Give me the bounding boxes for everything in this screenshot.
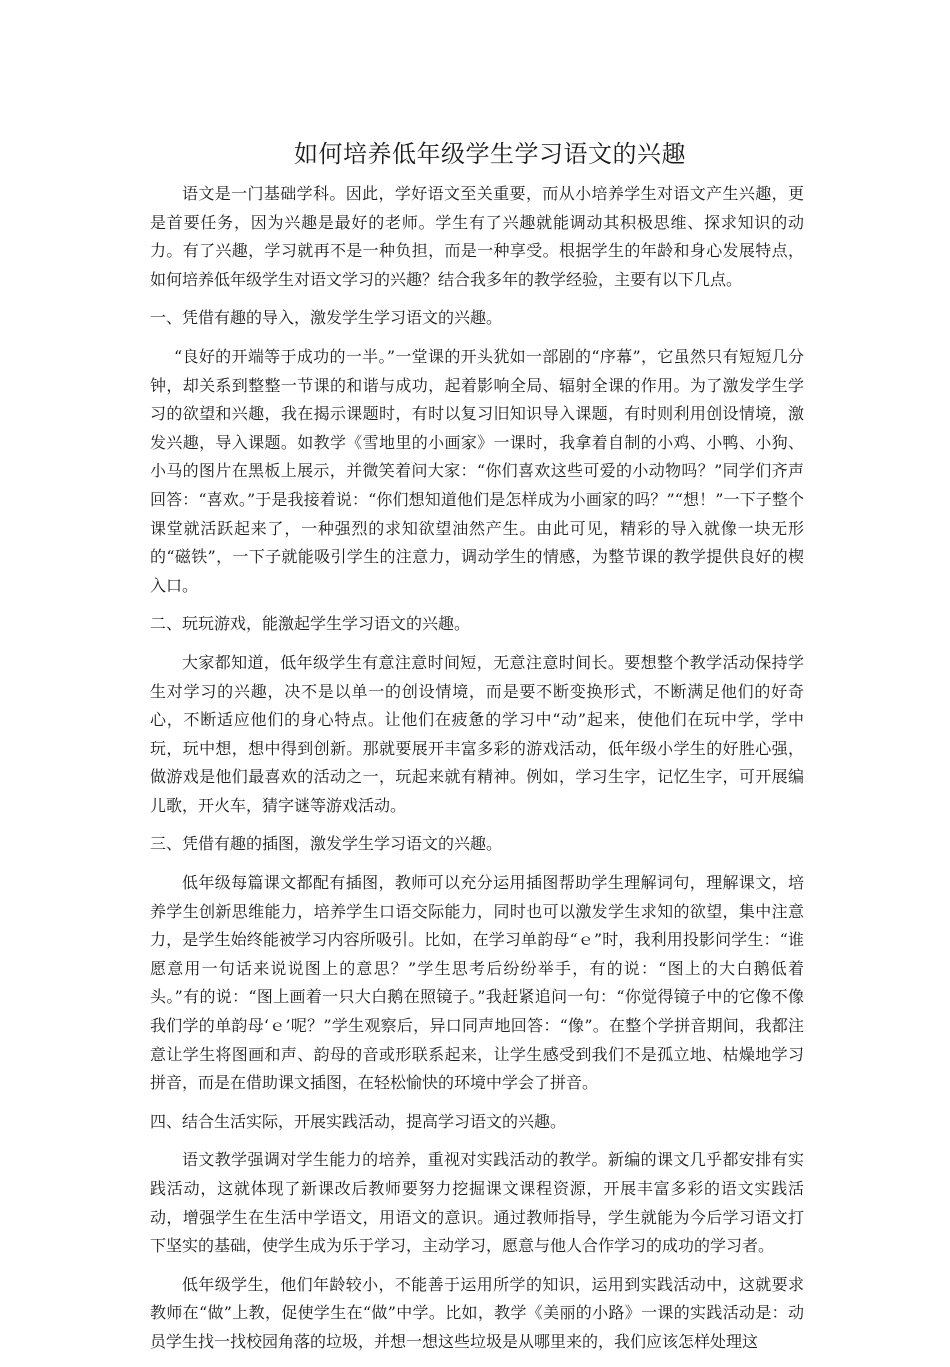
document-body [150,180,804,1367]
section-heading-4: 四、结合生活实际，开展实践活动，提高学习语文的兴趣。 [150,1111,567,1131]
paragraph-section-1: “良好的开端等于成功的一半。”一堂课的开头犹如一部剧的“序幕”，它虽然只有短短几分钟，却关系到整整一节课的和谐与成功，起着影响全局、辐射全课的作用。为了激发学生学习的欲望和兴趣，我在揭示课题时，有时以复习旧知识导入课题，有时则利用创设情境，激发兴趣，导入课题。如教学《雪地里的小画家》一课时，我拿着自制的小鸡、小鸭、小狗、小马的图片在黑板上展示，并微笑着问大家：“你们喜欢这些可爱的小动物吗？”同学们齐声回答：“喜欢。”于是我接着说：“你们想知道他们是怎样成为小画家的吗？”“想！”一下子整个课堂就活跃起来了，一种强烈的求知欲望油然产生。由此可见，精彩的导入就像一块无形的“磁铁”，一下子就能吸引学生的注意力，调动学生的情感，为整节课的教学提供良好的楔入口。 [150,346,804,595]
section-heading-3: 三、凭借有趣的插图，激发学生学习语文的兴趣。 [150,834,503,854]
section-heading-1: 一、凭借有趣的导入，激发学生学习语文的兴趣。 [150,308,503,328]
document-title: 如何培养低年级学生学习语文的兴趣 [294,140,686,168]
paragraph-section-2: 大家都知道，低年级学生有意注意时间短，无意注意时间长。要想整个教学活动保持学生对学习的兴趣，决不是以单一的创设情境，而是要不断变换形式，不断满足他们的好奇心，不断适应他们的身心特点。让他们在疲惫的学习中“动”起来，使他们在玩中学，学中玩，玩中想，想中得到创新。那就要展开丰富多彩的游戏活动，低年级小学生的好胜心强，做游戏是他们最喜欢的活动之一，玩起来就有精神。例如，学习生字，记忆生字，可开展编儿歌，开火车，猜字谜等游戏活动。 [150,652,804,815]
section-heading-2: 二、玩玩游戏，能激起学生学习语文的兴趣。 [150,614,471,634]
paragraph-section-4a: 语文教学强调对学生能力的培养，重视对实践活动的教学。新编的课文几乎都安排有实践活动，这就体现了新课改后教师要努力挖掘课文课程资源，开展丰富多彩的语文实践活动，增强学生在生活中学语文，用语文的意识。通过教师指导，学生就能为今后学习语文打下坚实的基础，使学生成为乐于学习，主动学习，愿意与他人合作学习的成功的学习者。 [150,1150,804,1256]
paragraph-section-3: 低年级每篇课文都配有插图，教师可以充分运用插图帮助学生理解词句，理解课文，培养学生创新思维能力，培养学生口语交际能力，同时也可以激发学生求知的欲望，集中注意力，是学生始终能被学习内容所吸引。比如，在学习单韵母“ｅ”时，我利用投影问学生：“谁愿意用一句话来说说图上的意思？”学生思考后纷纷举手，有的说：“图上的大白鹅低着头。”有的说：“图上画着一只大白鹅在照镜子。”我赶紧追问一句：“你觉得镜子中的它像不像我们学的单韵母‘ｅ’呢？”学生观察后，异口同声地回答：“像”。在整个学拼音期间，我都注意让学生将图画和声、韵母的音或形联系起来，让学生感受到我们不是孤立地、枯燥地学习拼音，而是在借助课文插图，在轻松愉快的环境中学会了拼音。 [150,873,804,1093]
paragraph-intro: 语文是一门基础学科。因此，学好语文至关重要，而从小培养学生对语文产生兴趣，更是首要任务，因为兴趣是最好的老师。学生有了兴趣就能调动其积极思维、探求知识的动力。有了兴趣，学习就再不是一种负担，而是一种享受。根据学生的年龄和身心发展特点，如何培养低年级学生对语文学习的兴趣？结合我多年的教学经验，主要有以下几点。 [150,184,804,289]
paragraph-section-4b: 低年级学生，他们年龄较小，不能善于运用所学的知识，运用到实践活动中，这就要求教师在“做”上教，促使学生在“做”中学。比如，教学《美丽的小路》一课的实践活动是：动员学生找一找校园角落的垃圾，并想一想这些垃圾是从哪里来的，我们应该怎样处理这 [150,1274,804,1351]
